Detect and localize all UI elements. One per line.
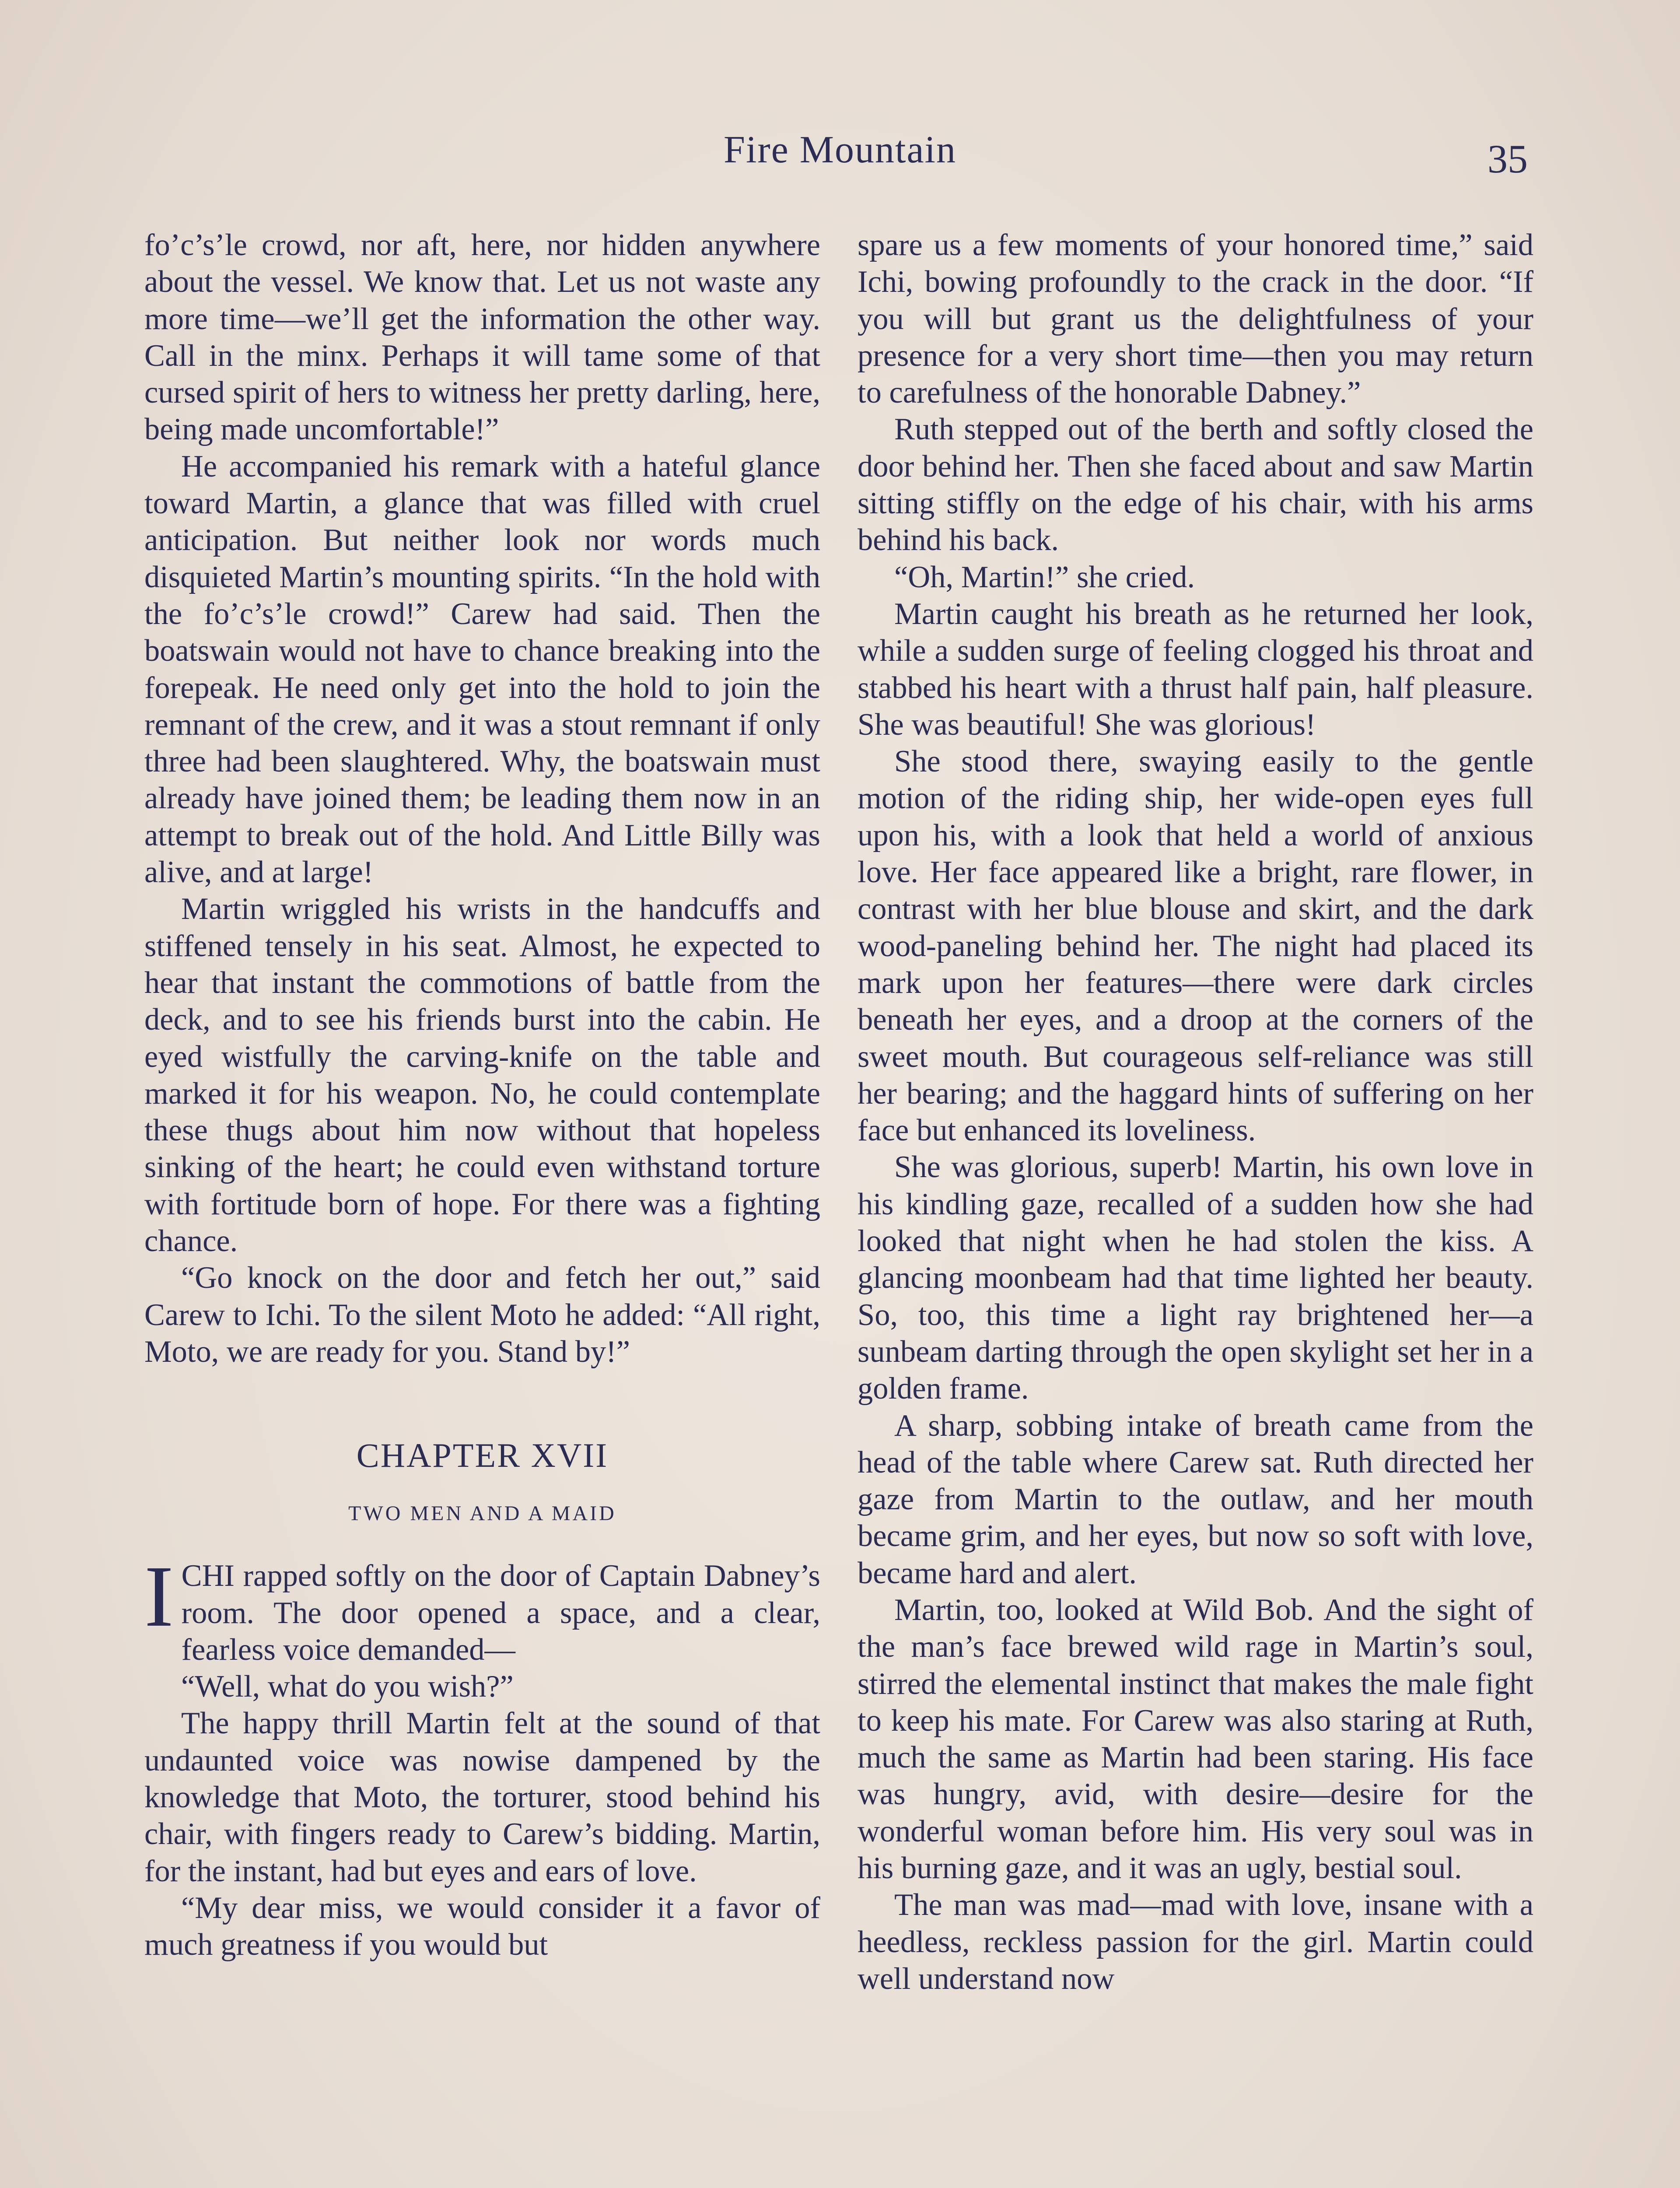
body-paragraph: He accompanied his remark with a hateful glance toward Martin, a glance that was filled with cruel anticipation. But neither look nor words much disquieted Martin’s mounting spirits. “In the hold with the fo’c’s’le crowd!” Carew had said. Then the boatswain would not have to chance breaking into the forepeak. He need only get into the hold to join the remnant of the crew, and it was a stout remnant if only three had been slaughtered. Why, the boatswain must already have joined them; be leading them now in an attempt to break out of the hold. And Little Billy was alive, and at large! — [144, 449, 820, 890]
chapter-title: CHAPTER XVII — [356, 1436, 609, 1475]
body-paragraph: Ruth stepped out of the berth and softly closed the door behind her. Then she faced about and saw Martin sitting stiffly on the edge of his chair, with his arms behind his back. — [858, 412, 1533, 558]
chapter-opening-paragraph — [144, 1548, 820, 1668]
body-paragraph: “Oh, Martin!” she cried. — [894, 560, 1195, 594]
body-paragraph: “My dear miss, we would consider it a favor of much greatness if you would but — [144, 1890, 820, 1962]
opening-text: CHI rapped softly on the door of Captain Dabney’s room. The door opened a space, and a clear, fearless voice demanded— — [181, 1559, 820, 1667]
drop-cap: I — [144, 1548, 174, 1645]
body-paragraph: Martin caught his breath as he returned her look, while a sudden surge of feeling clogged his throat and stabbed his heart with a thrust half pain, half pleasure. She was beautiful! She was glorious! — [858, 596, 1533, 742]
body-paragraph: Martin wriggled his wrists in the handcuffs and stiffened tensely in his seat. Almost, he expected to hear that instant the commotions of battle from the deck, and to see his friends burst into the cabin. He eyed wistfully the carving-knife on the table and marked it for his weapon. No, he could contemplate these thugs about him now without that hopeless sinking of the heart; he could even withstand torture with fortitude born of hope. For there was a fighting chance. — [144, 892, 820, 1259]
body-paragraph: “Go knock on the door and fetch her out,” said Carew to Ichi. To the silent Moto he added: “All right, Moto, we are ready for you. Stand by!” — [144, 1261, 820, 1369]
body-paragraph: fo’c’s’le crowd, nor aft, here, nor hidden anywhere about the vessel. We know that. Let us not waste any more time—we’ll get the information the other way. Call in the minx. Perhaps it will tame some of that cursed spirit of hers to witness her pretty darling, here, being made uncomfortable!” — [144, 228, 820, 447]
body-paragraph: “Well, what do you wish?” — [181, 1669, 514, 1704]
page-number: 35 — [1488, 137, 1528, 181]
body-paragraph: Martin, too, looked at Wild Bob. And the sight of the man’s face brewed wild rage in Martin’s soul, stirred the elemental instinct that makes the male fight to keep his mate. For Carew was also staring at Ruth, much the same as Martin had been staring. His face was hungry, avid, with desire—desire for the wonderful woman before him. His very soul was in his burning gaze, and it was an ugly, bestial soul. — [858, 1592, 1533, 1886]
body-paragraph: She was glorious, superb! Martin, his own love in his kindling gaze, recalled of a sudden how she had looked that night when he had stolen the kiss. A glancing moonbeam had that time lighted her beauty. So, too, this time a light ray brightened her—a sunbeam darting through the open skylight set her in a golden frame. — [858, 1150, 1533, 1406]
body-paragraph: The happy thrill Martin felt at the sound of that undaunted voice was nowise dampened by the knowledge that Moto, the torturer, stood behind his chair, with fingers ready to Carew’s bidding. Martin, for the instant, had but eyes and ears of love. — [144, 1706, 820, 1888]
chapter-subtitle: TWO MEN AND A MAID — [348, 1502, 616, 1525]
body-paragraph: The man was mad—mad with love, insane with a heedless, reckless passion for the girl. Martin could well understand now — [858, 1888, 1533, 1996]
running-title: Fire Mountain — [724, 129, 956, 171]
left-column — [144, 227, 820, 1963]
body-paragraph: spare us a few moments of your honored time,” said Ichi, bowing profoundly to the crack in the door. “If you will but grant us the delightfulness of your presence for a very short time—then you may return to carefulness of the honorable Dabney.” — [858, 228, 1533, 410]
right-column — [858, 227, 1533, 1997]
body-paragraph: A sharp, sobbing intake of breath came from the head of the table where Carew sat. Ruth directed her gaze from Martin to the outlaw, and her mouth became grim, and her eyes, but now so soft with love, became hard and alert. — [858, 1408, 1533, 1590]
body-paragraph: She stood there, swaying easily to the gentle motion of the riding ship, her wide-open eyes full upon his, with a look that held a world of anxious love. Her face appeared like a bright, rare flower, in contrast with her blue blouse and skirt, and the dark wood-paneling behind her. The night had placed its mark upon her features—there were dark circles beneath her eyes, and a droop at the corners of the sweet mouth. But courageous self-reliance was still her bearing; and the haggard hints of suffering on her face but enhanced its loveliness. — [858, 744, 1533, 1148]
